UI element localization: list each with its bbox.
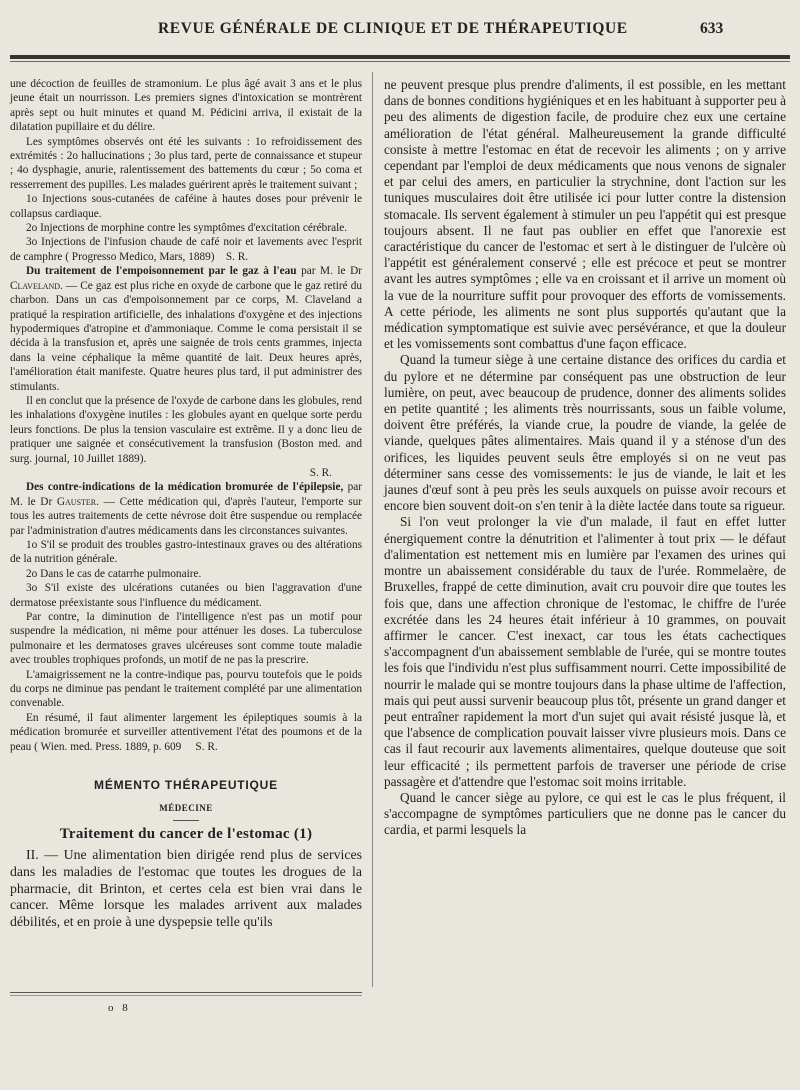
- paragraph: L'amaigrissement ne la contre-indique pas, pourvu toutefois que le poids du corps ne diminue pas pendant le traitement complété par une alimentation convenable.: [10, 668, 362, 710]
- byline-prefix: par M. le Dr: [10, 481, 363, 508]
- column-end-rule-thin: [10, 995, 362, 996]
- page-number: 633: [700, 20, 724, 37]
- paragraph: 2o Injections de morphine contre les symptômes d'excitation cérébrale.: [26, 222, 348, 235]
- header-rule: [10, 55, 790, 59]
- paragraph: 1o S'il se produit des troubles gastro-intestinaux graves ou des altérations de la nutrition générale.: [10, 539, 362, 566]
- running-title: REVUE GÉNÉRALE DE CLINIQUE ET DE THÉRAPEUTIQUE: [158, 20, 628, 37]
- signature: S. R.: [195, 740, 218, 753]
- paragraph-text: En résumé, il faut alimenter largement les épileptiques soumis à la médication bromurée et surveiller attentivement l'état des poumons et de la peau ( Wien. med. Press. 1889, p. 609: [10, 711, 362, 753]
- paragraph: [10, 235, 362, 264]
- memento-heading: MÉMENTO THÉRAPEUTIQUE: [94, 778, 278, 793]
- ornament-rule: [173, 820, 199, 821]
- page-header: [0, 20, 800, 42]
- paragraph-text: 3o Injections de l'infusion chaude de café noir et lavements avec l'esprit de camphre ( Progresso Medico, Mars, 1889): [10, 236, 362, 263]
- section-paragraph: [10, 264, 362, 394]
- right-column: [384, 77, 786, 839]
- paragraph: Si l'on veut prolonger la vie d'un malade, il faut en effet lutter énergiquement contre la dénutrition et l'alimenter à tout prix — le défaut d'alimentation est nettement mis en lumière par l'examen des urines qui montre un abaissement considérable du taux de l'urée. Rommelaère, de Bruxelles, frappé de cette diminution, avait cru pouvoir dire que toutes les fois que, dans une affection chronique de l'estomac, le chiffre de l'urée excrétée dans les 24 heures était inférieur à 10 grammes, on pouvait affirmer le cancer. C'est inexact, car tous les états cachectiques s'accompagnent d'un abaissement semblable de l'urée, qui se montre toutes les fois que l'individu n'est plus suffisamment nourri. Cette impossibilité de nourrir le malade qui se montre toujours dans la phase ultime de l'affection, mais qui peut aussi survenir beaucoup plus tôt, présente un grand danger et peut entraîner rapidement la mort d'un sujet qui avait résisté jusque là, et que l'absence de complication pouvait laisser vivre plusieurs mois. Dans ce cas il faut recourir aux lavements alimentaires, quelque douteuse que soit leur efficacité ; ils permettent parfois de traverser une période de crise passagère et d'attendre que l'estomac soit moins irritable.: [384, 514, 786, 789]
- paragraph: ne peuvent presque plus prendre d'aliments, il est possible, en les mettant dans de bonnes conditions hygiéniques et en les habituant à supporter peu à peu des aliments de digestion facile, de produire chez eux une certaine amélioration de l'état général. Malheureusement la grande difficulté consiste à mettre l'estomac en état de recevoir les aliments ; on y arrive cependant par l'emploi de deux médicaments que nous venons de signaler et par celui des amers, en particulier la strychnine, dont l'action sur les tuniques musculaires doit être utilisée ici pour lutter contre la distension stomacale. Ils servent également à stimuler un peu l'appétit qui est presque toujours absent. Il ne faut pas oublier en effet que l'anorexie est caractéristique du cancer de l'estomac et sert à le distinguer de l'ulcère où l'appétit est généralement conservé ; elle est précoce et peut se montrer avant les autres symptômes ; elle va en croissant et il arrive un moment où la vue de la nourriture suffit pour provoquer des efforts de vomissements. A cette période, les aliments ne sont plus supportés qu'autant que la médication symptomatique est suivie avec persévérance, et que la douleur et les vomissements sont combattus d'une façon efficace.: [384, 77, 786, 352]
- paragraph: [10, 711, 362, 754]
- paragraph: 2o Dans le cas de catarrhe pulmonaire.: [26, 567, 202, 580]
- paragraph: Les symptômes observés ont été les suivants : 1o refroidissement des extrémités : 2o hallucinations ; 3o plus tard, perte de connaissance et stupeur ; 4o dysphagie, anurie, ralentissement des battements du cœur ; 5o coma et resserrement des pupilles. Les malades guérirent après le traitement suivant ;: [10, 135, 362, 191]
- author-name: Claveland.: [10, 279, 63, 292]
- memento-subheading: MÉDECINE: [159, 802, 213, 813]
- left-column: [10, 77, 362, 930]
- section-paragraph: [10, 480, 362, 538]
- author-name: Gauster.: [56, 495, 99, 508]
- signature: S. R.: [225, 250, 249, 263]
- signature-mark: o 8: [108, 1002, 131, 1014]
- paragraph: Quand la tumeur siège à une certaine distance des orifices du cardia et du pylore et ne détermine par conséquent pas une obstruction de leur lumière, on peut, avec beaucoup de prudence, donner des aliments solides en petite quantité ; les aliments très nourrissants, sous un faible volume, doivent être préférés, la viande crue, la poudre de viande, la gelée de viande, quelques pâtes alimentaires. Mais quand il y a sténose d'un des orifices, les liquides peuvent seuls être employés si on ne veut pas déterminer sans cesse des vomissements: le jus de viande, le lait et les jaunes d'œuf sont à peu près les seuls auxquels on puisse avoir recours et encore bien souvent doit-on s'en tenir à la diète lactée dans toute sa rigueur.: [384, 352, 786, 514]
- paragraph: II. — Une alimentation bien dirigée rend plus de services dans les maladies de l'estomac que toutes les drogues de la pharmacie, dit Brinton, et certes cela est bien vrai dans le cancer. Même lorsque les malades arrivent aux malades débilités, et en proie à une dyspepsie telle qu'ils: [10, 847, 362, 929]
- paragraph: 1o Injections sous-cutanées de caféine à hautes doses pour prévenir le collapsus cardiaque.: [10, 193, 362, 220]
- paragraph: Par contre, la diminution de l'intelligence n'est pas un motif pour suspendre la médication, ni même pour atténuer les doses. La tuberculose pulmonaire et les dermatoses graves ulcéreuses sont comme toute maladie avec troubles trophiques profonds, un motif de ne pas la prescrire.: [10, 611, 362, 667]
- paragraph-text: — Cette médication qui, d'après l'auteur, l'emporte sur tous les autres traitements de cette névrose doit être suspendue ou remplacée par l'administration d'autres médicaments dans les circonstances suivantes.: [10, 495, 362, 537]
- byline-prefix: par M. le Dr: [301, 265, 362, 278]
- paragraph: Il en conclut que la présence de l'oxyde de carbone dans les globules, rend les inhalations d'oxygène inutiles : les globules ayant en quelque sorte perdu leurs fonctions. De plus la tension vasculaire est extrême. Il y a donc lieu de pratiquer une saignée et consécutivement la transfusion (Boston med. and surg. journal, 10 Juillet 1889).: [10, 394, 362, 465]
- section-heading: Du traitement de l'empoisonnement par le gaz à l'eau: [26, 265, 297, 278]
- article-title: Traitement du cancer de l'estomac (1): [59, 825, 313, 842]
- section-heading: Des contre-indications de la médication bromurée de l'épilepsie,: [26, 481, 344, 494]
- header-rule-thin: [10, 61, 790, 62]
- column-end-rule: [10, 992, 362, 993]
- paragraph: Quand le cancer siège au pylore, ce qui est le cas le plus fréquent, il s'accompagne de symptômes particuliers que ne donne pas le cancer du cardia, et parmi lesquels la: [384, 789, 786, 838]
- signature: S. R.: [309, 466, 332, 479]
- paragraph-text: — Ce gaz est plus riche en oxyde de carbone que le gaz retiré du charbon. Dans un cas d'empoisonnement par ce corps, M. Claveland a pratiqué la respiration artificielle, des inhalations d'oxygène et des injections hypodermiques d'atropine et d'ammoniaque. Comme le coma persistait il se décida à la transfusion et, après une saignée de trois cents grammes, injecta dans la veine céphalique la même quantité de lait. Deux heures après, l'amélioration était manifeste. Quatre heures plus tard, il put administrer des stimulants.: [10, 279, 362, 393]
- column-divider: [372, 72, 373, 987]
- paragraph: une décoction de feuilles de stramonium. Le plus âgé avait 3 ans et le plus jeune était un nourrisson. Les premiers signes d'intoxication se montrèrent après sept ou huit minutes et quand M. Pédicini arriva, il existait de la dilatation pupillaire et du délire.: [10, 78, 362, 134]
- paragraph: 3o S'il existe des ulcérations cutanées ou bien l'aggravation d'une dermatose préexistante sous l'influence du médicament.: [10, 582, 362, 609]
